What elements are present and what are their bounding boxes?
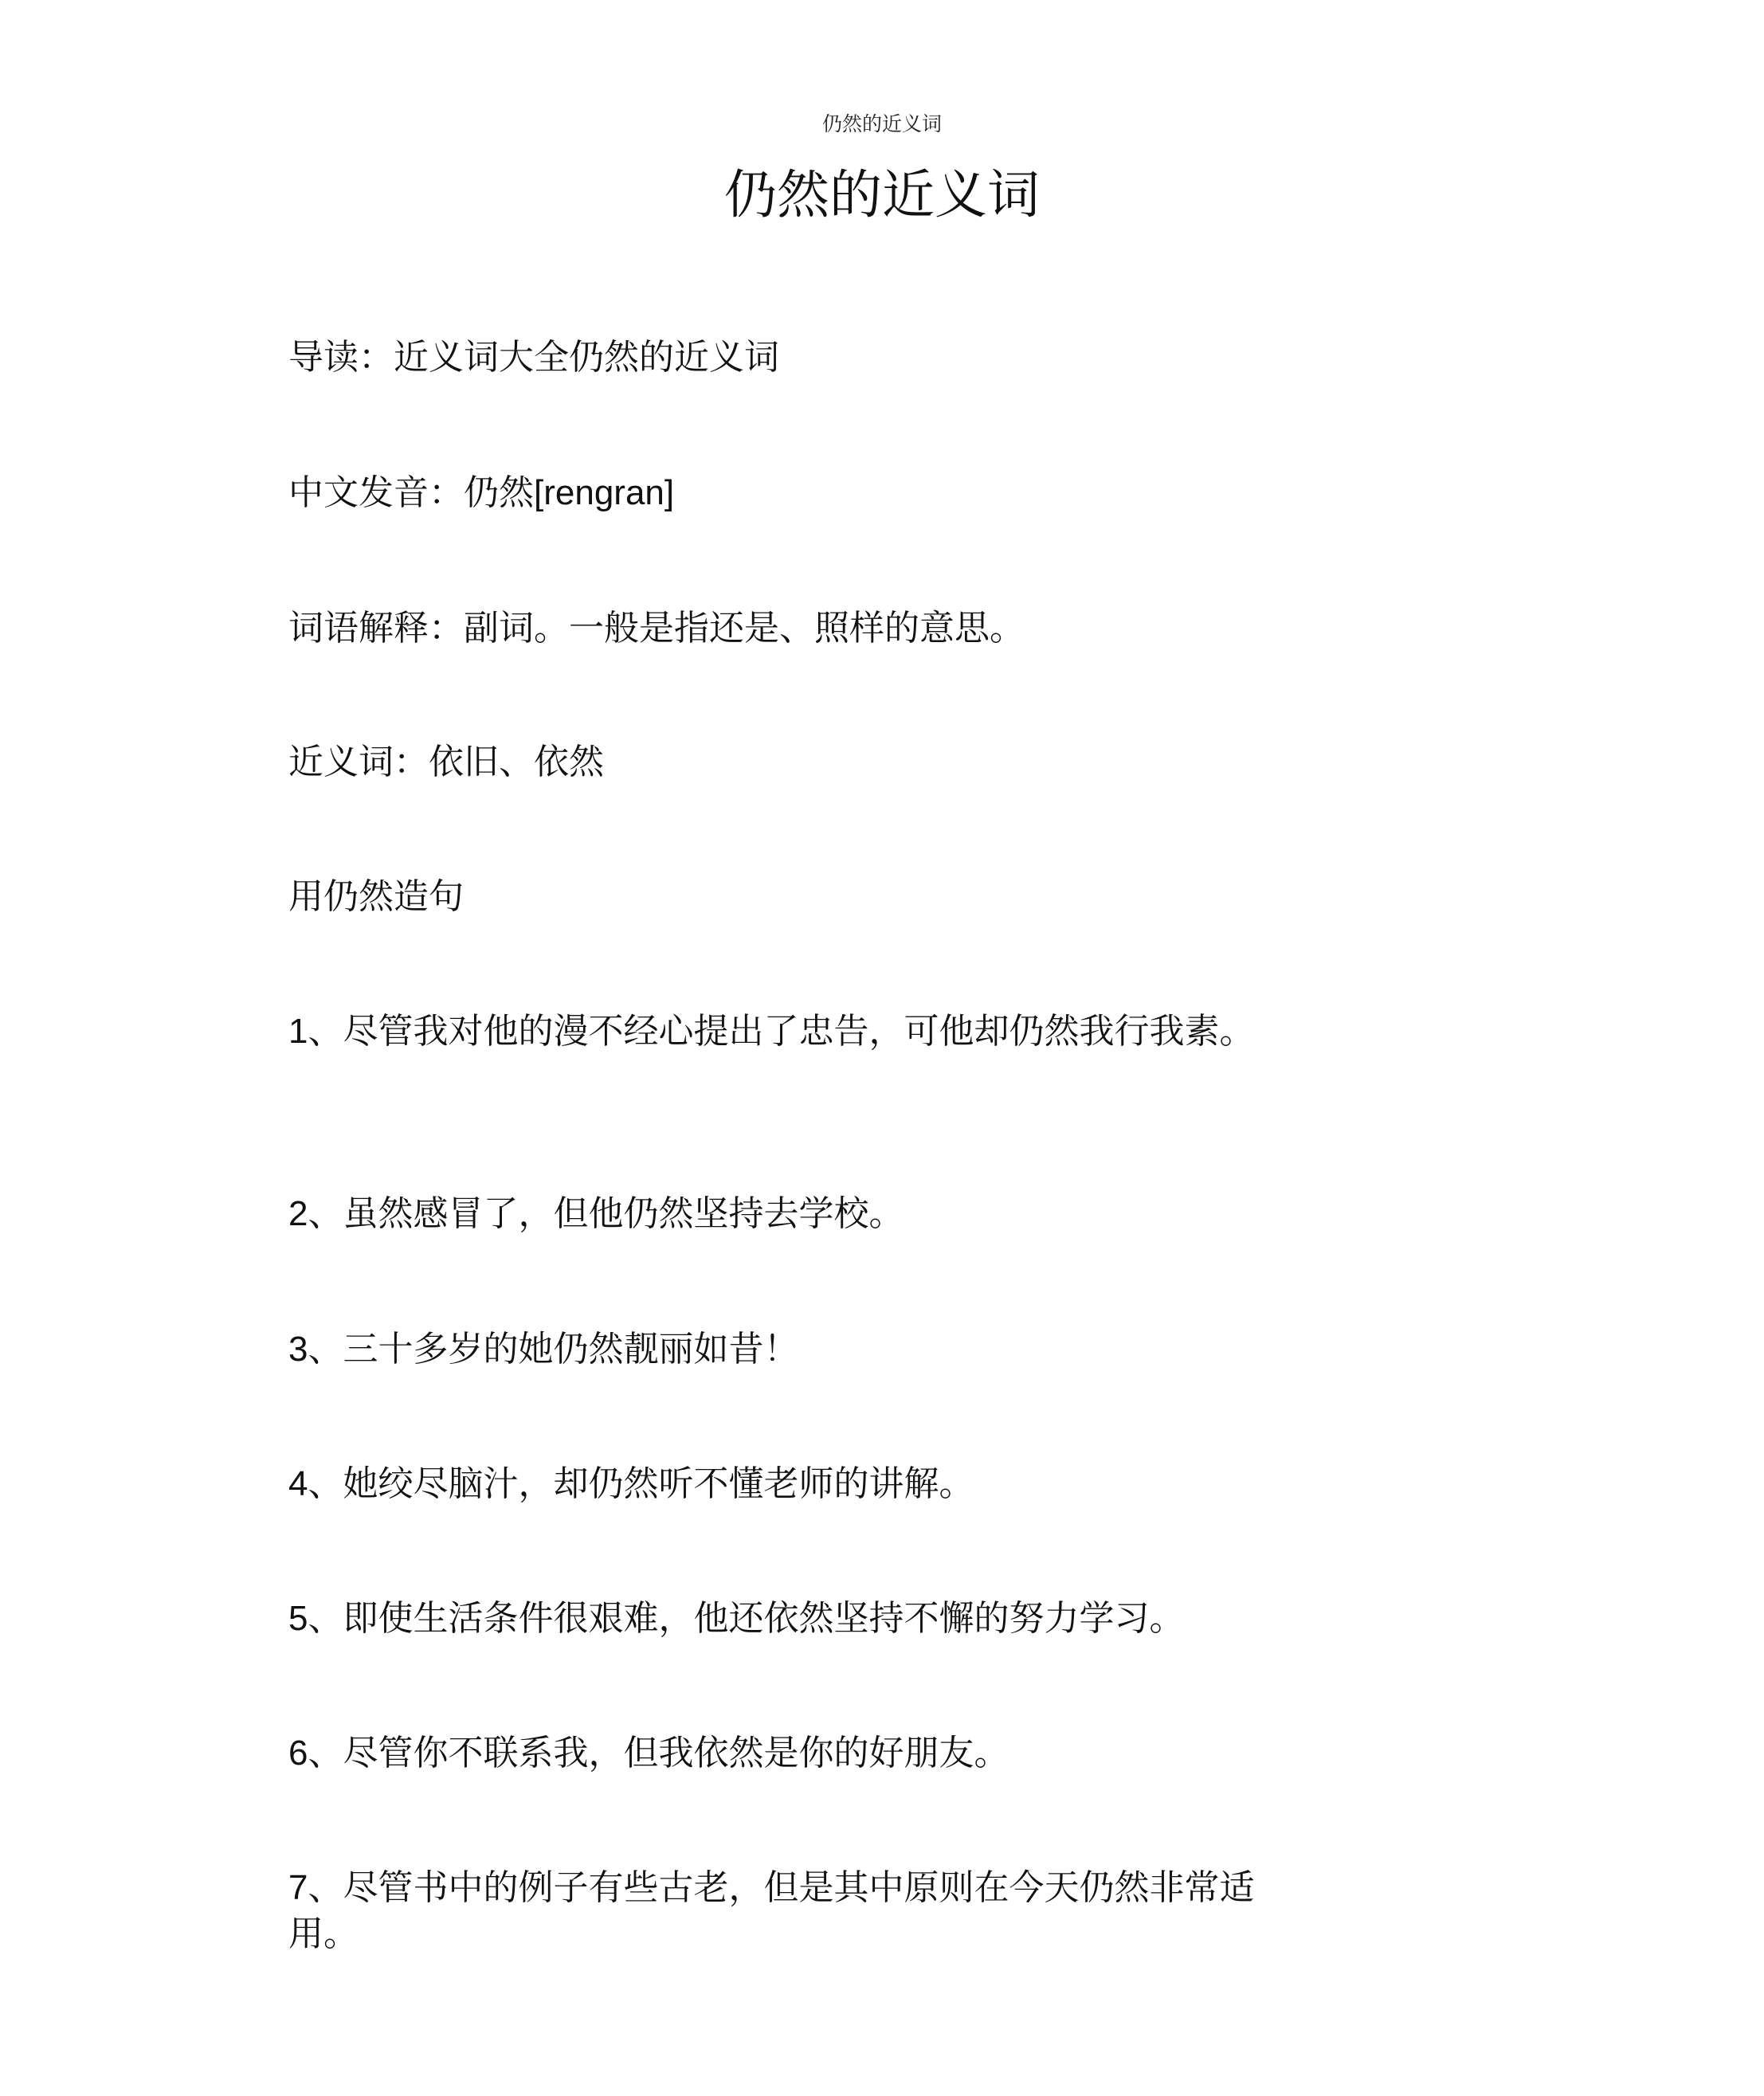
sentence-text: 尽管书中的例子有些古老，但是其中原则在今天仍然非常适用。 bbox=[288, 1867, 1255, 1954]
sentence-text: 三十多岁的她仍然靓丽如昔！ bbox=[343, 1329, 799, 1369]
pronunciation-pinyin: [rengran] bbox=[534, 473, 675, 512]
sentence-number: 1 bbox=[288, 1012, 308, 1051]
sentence-separator: 、 bbox=[308, 1598, 343, 1639]
example-sentence bbox=[288, 1461, 1260, 1507]
sentence-number: 2 bbox=[288, 1194, 308, 1233]
pronunciation-paragraph bbox=[288, 470, 1260, 516]
page-title: 仍然的近义词 bbox=[724, 164, 1040, 225]
sentence-separator: 、 bbox=[308, 1733, 343, 1773]
example-sentence bbox=[288, 1009, 1260, 1055]
sentence-text: 即使生活条件很艰难，他还依然坚持不懈的努力学习。 bbox=[343, 1598, 1185, 1639]
example-sentence bbox=[288, 1865, 1260, 1957]
sentence-number: 6 bbox=[288, 1734, 308, 1773]
example-sentence bbox=[288, 1730, 1260, 1777]
sentence-text: 尽管我对他的漫不经心提出了忠告，可他却仍然我行我素。 bbox=[343, 1011, 1255, 1052]
synonyms-label: 近义词： bbox=[288, 742, 429, 782]
intro-label: 导读： bbox=[288, 337, 394, 378]
pronunciation-word: 仍然 bbox=[464, 472, 534, 513]
intro-paragraph bbox=[288, 335, 1260, 381]
pronunciation-label: 中文发音： bbox=[288, 472, 464, 513]
sentence-number: 5 bbox=[288, 1599, 308, 1638]
sentence-number: 4 bbox=[288, 1464, 308, 1503]
running-header: 仍然的近义词 bbox=[821, 112, 942, 135]
definition-paragraph bbox=[288, 605, 1260, 652]
sentence-text: 虽然感冒了，但他仍然坚持去学校。 bbox=[343, 1193, 904, 1234]
sentence-separator: 、 bbox=[308, 1867, 343, 1908]
sentence-text: 她绞尽脑汁，却仍然听不懂老师的讲解。 bbox=[343, 1463, 974, 1504]
sentence-number: 3 bbox=[288, 1330, 308, 1369]
sentence-separator: 、 bbox=[308, 1329, 343, 1369]
definition-label: 词语解释： bbox=[288, 608, 464, 648]
synonyms-text: 依旧、依然 bbox=[429, 742, 604, 782]
sentence-separator: 、 bbox=[308, 1463, 343, 1504]
example-sentence bbox=[288, 1326, 1260, 1373]
sentence-number: 7 bbox=[288, 1868, 308, 1907]
definition-text: 副词。一般是指还是、照样的意思。 bbox=[464, 608, 1025, 648]
sentence-separator: 、 bbox=[308, 1011, 343, 1052]
usage-heading: 用仍然造句 bbox=[288, 876, 464, 917]
sentence-separator: 、 bbox=[308, 1193, 343, 1234]
sentence-text: 尽管你不联系我，但我依然是你的好朋友。 bbox=[343, 1733, 1009, 1773]
synonyms-paragraph bbox=[288, 739, 1260, 786]
example-sentence bbox=[288, 1596, 1260, 1642]
intro-text: 近义词大全仍然的近义词 bbox=[394, 337, 779, 378]
example-sentence bbox=[288, 1191, 1260, 1237]
